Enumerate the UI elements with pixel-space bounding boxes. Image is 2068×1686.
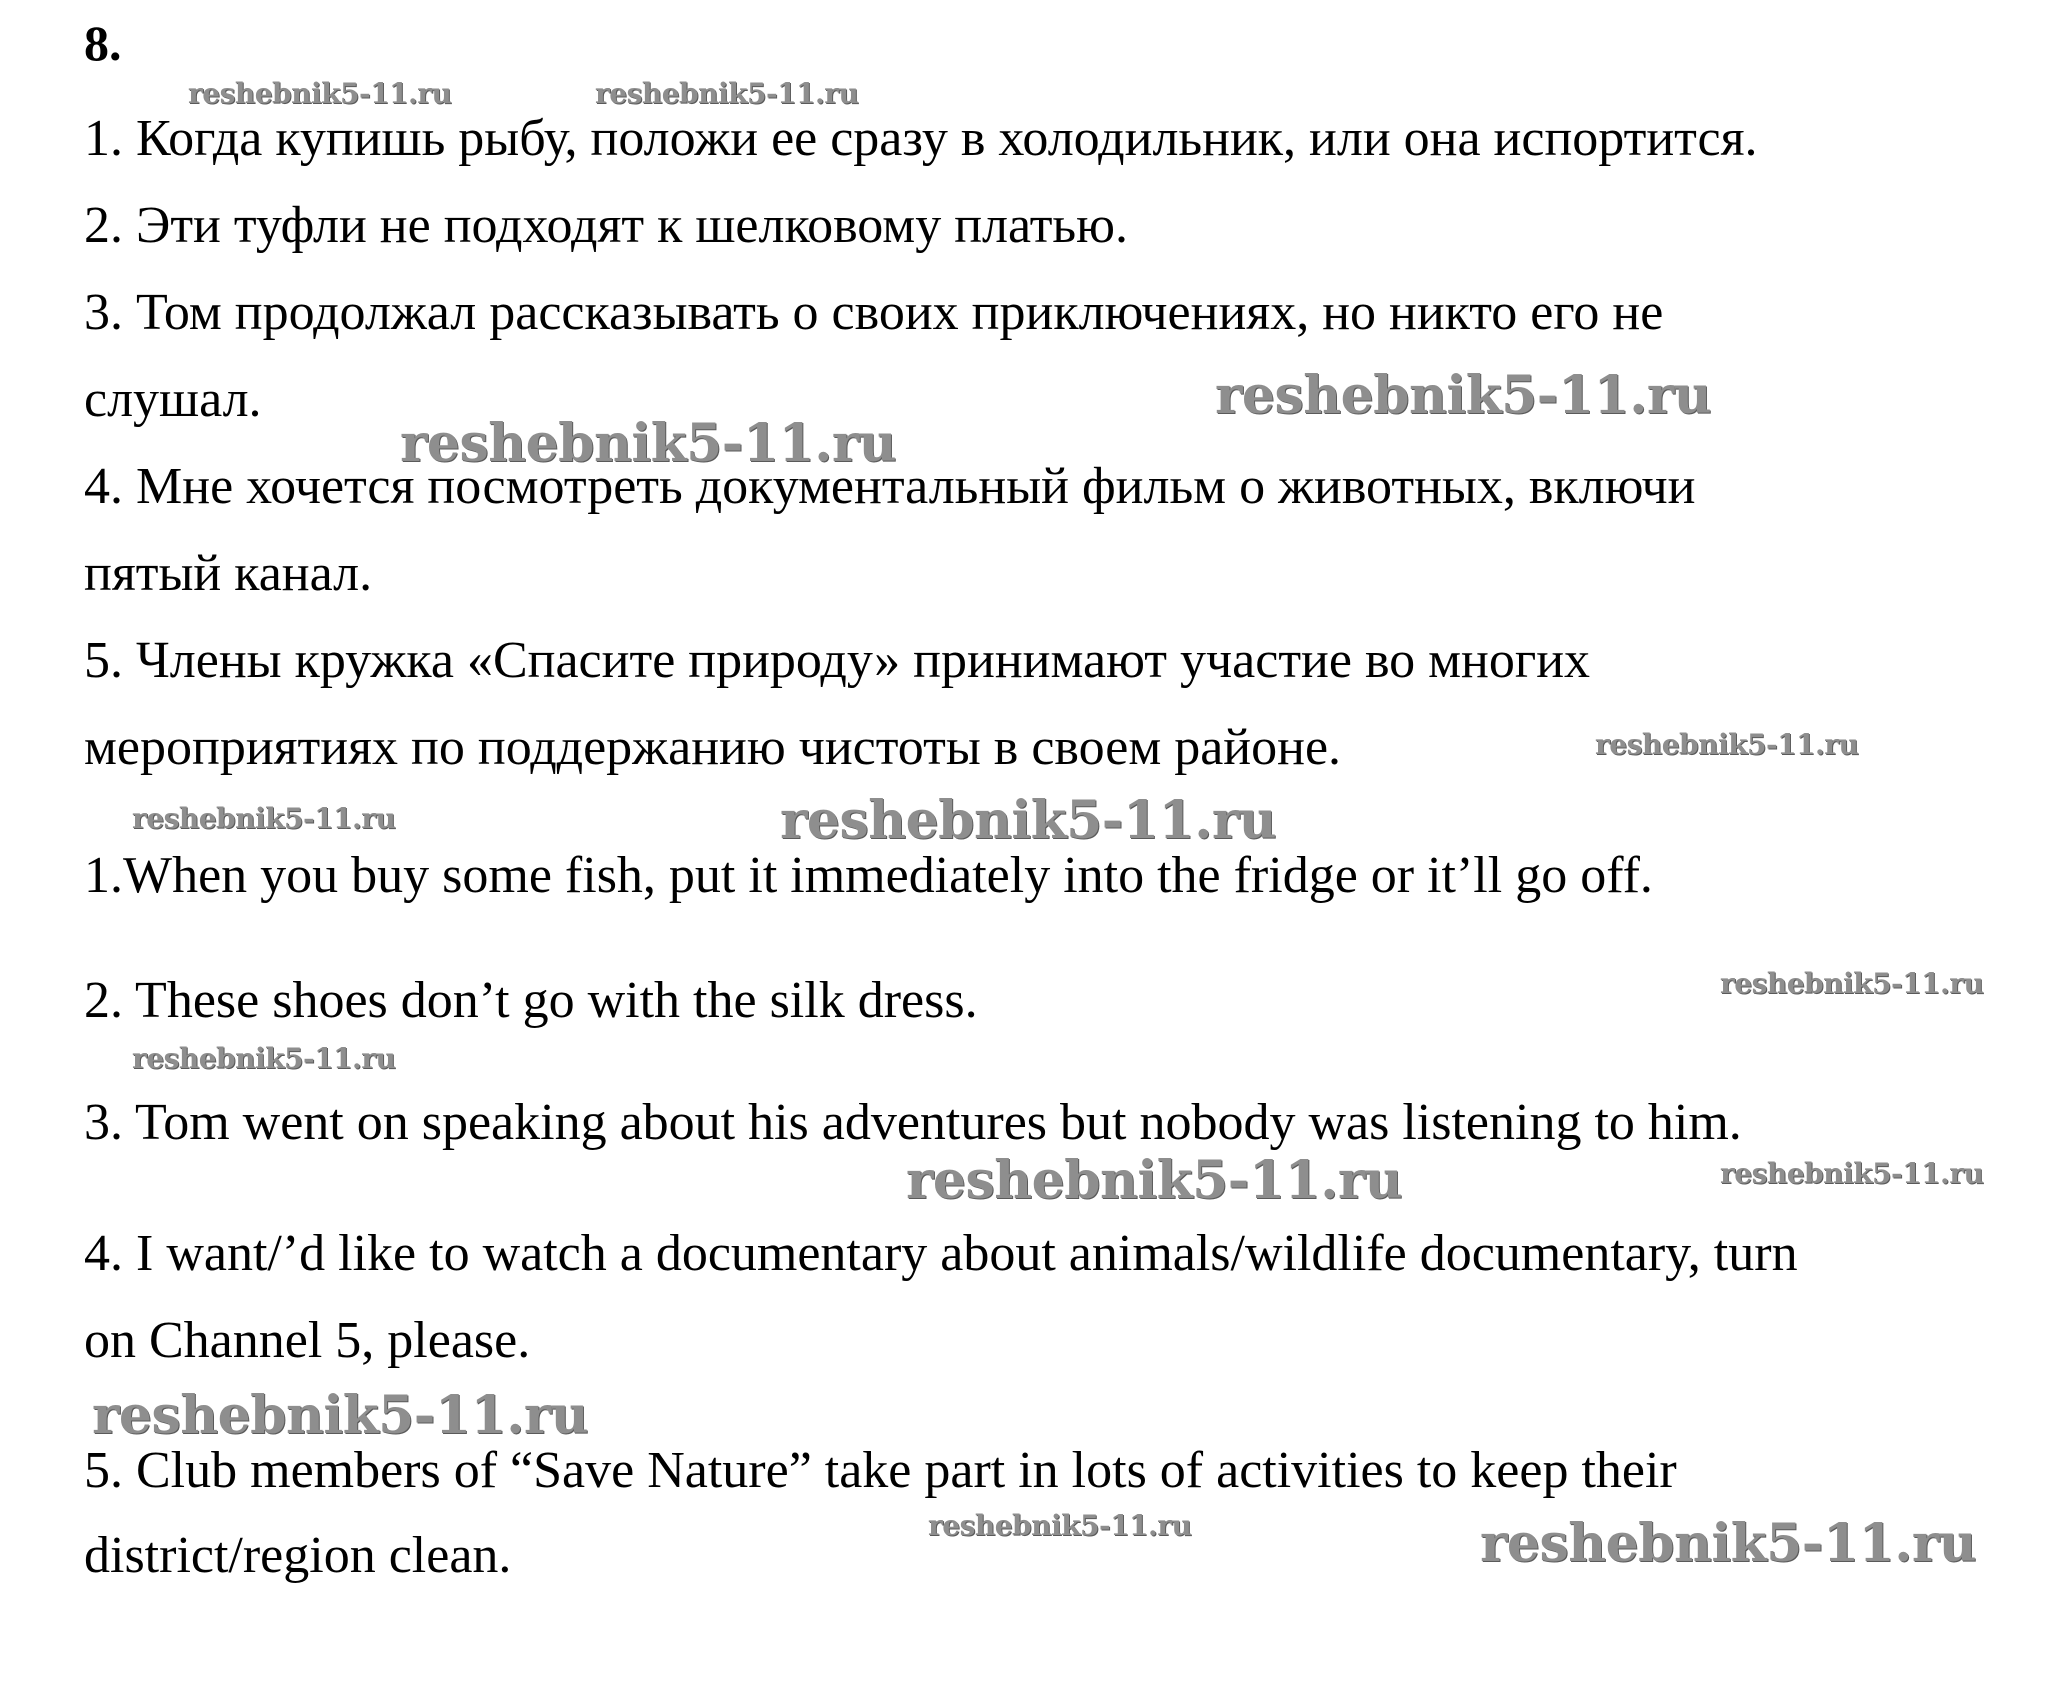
watermark: reshebnik5-11.ru — [595, 77, 859, 110]
watermark: reshebnik5-11.ru — [906, 1150, 1403, 1211]
watermark: reshebnik5-11.ru — [1595, 728, 1859, 761]
ru-line-2: 2. Эти туфли не подходят к шелковому платью. — [84, 197, 1128, 254]
watermark: reshebnik5-11.ru — [1215, 365, 1712, 426]
watermark: reshebnik5-11.ru — [132, 1042, 396, 1075]
watermark: reshebnik5-11.ru — [780, 790, 1277, 851]
watermark: reshebnik5-11.ru — [1480, 1513, 1977, 1574]
ru-line-5: 4. Мне хочется посмотреть документальный фильм о животных, включи — [84, 458, 1696, 515]
watermark: reshebnik5-11.ru — [188, 77, 452, 110]
ru-line-4: слушал. — [84, 371, 262, 428]
ru-line-1: 1. Когда купишь рыбу, положи ее сразу в холодильник, или она испортится. — [84, 110, 1758, 167]
en-line-4: 4. I want/’d like to watch a documentary about animals/wildlife documentary, turn — [84, 1225, 1798, 1282]
en-line-3: 3. Tom went on speaking about his adventures but nobody was listening to him. — [84, 1094, 1742, 1151]
en-line-6: 5. Club members of “Save Nature” take part in lots of activities to keep their — [84, 1442, 1677, 1499]
ru-line-3: 3. Том продолжал рассказывать о своих приключениях, но никто его не — [84, 284, 1664, 341]
exercise-number: 8. — [84, 15, 122, 71]
en-line-5: on Channel 5, please. — [84, 1312, 531, 1369]
en-line-2: 2. These shoes don’t go with the silk dress. — [84, 972, 978, 1029]
en-line-7: district/region clean. — [84, 1527, 512, 1584]
watermark: reshebnik5-11.ru — [928, 1509, 1192, 1542]
ru-line-6: пятый канал. — [84, 545, 373, 602]
ru-line-7: 5. Члены кружка «Спасите природу» принимают участие во многих — [84, 632, 1591, 689]
ru-line-8: мероприятиях по поддержанию чистоты в своем районе. — [84, 719, 1342, 776]
en-line-1: 1.When you buy some fish, put it immediately into the fridge or it’ll go off. — [84, 847, 1653, 904]
watermark: reshebnik5-11.ru — [92, 1385, 589, 1446]
watermark: reshebnik5-11.ru — [132, 802, 396, 835]
watermark: reshebnik5-11.ru — [1720, 967, 1984, 1000]
watermark: reshebnik5-11.ru — [400, 413, 897, 474]
watermark: reshebnik5-11.ru — [1720, 1157, 1984, 1190]
